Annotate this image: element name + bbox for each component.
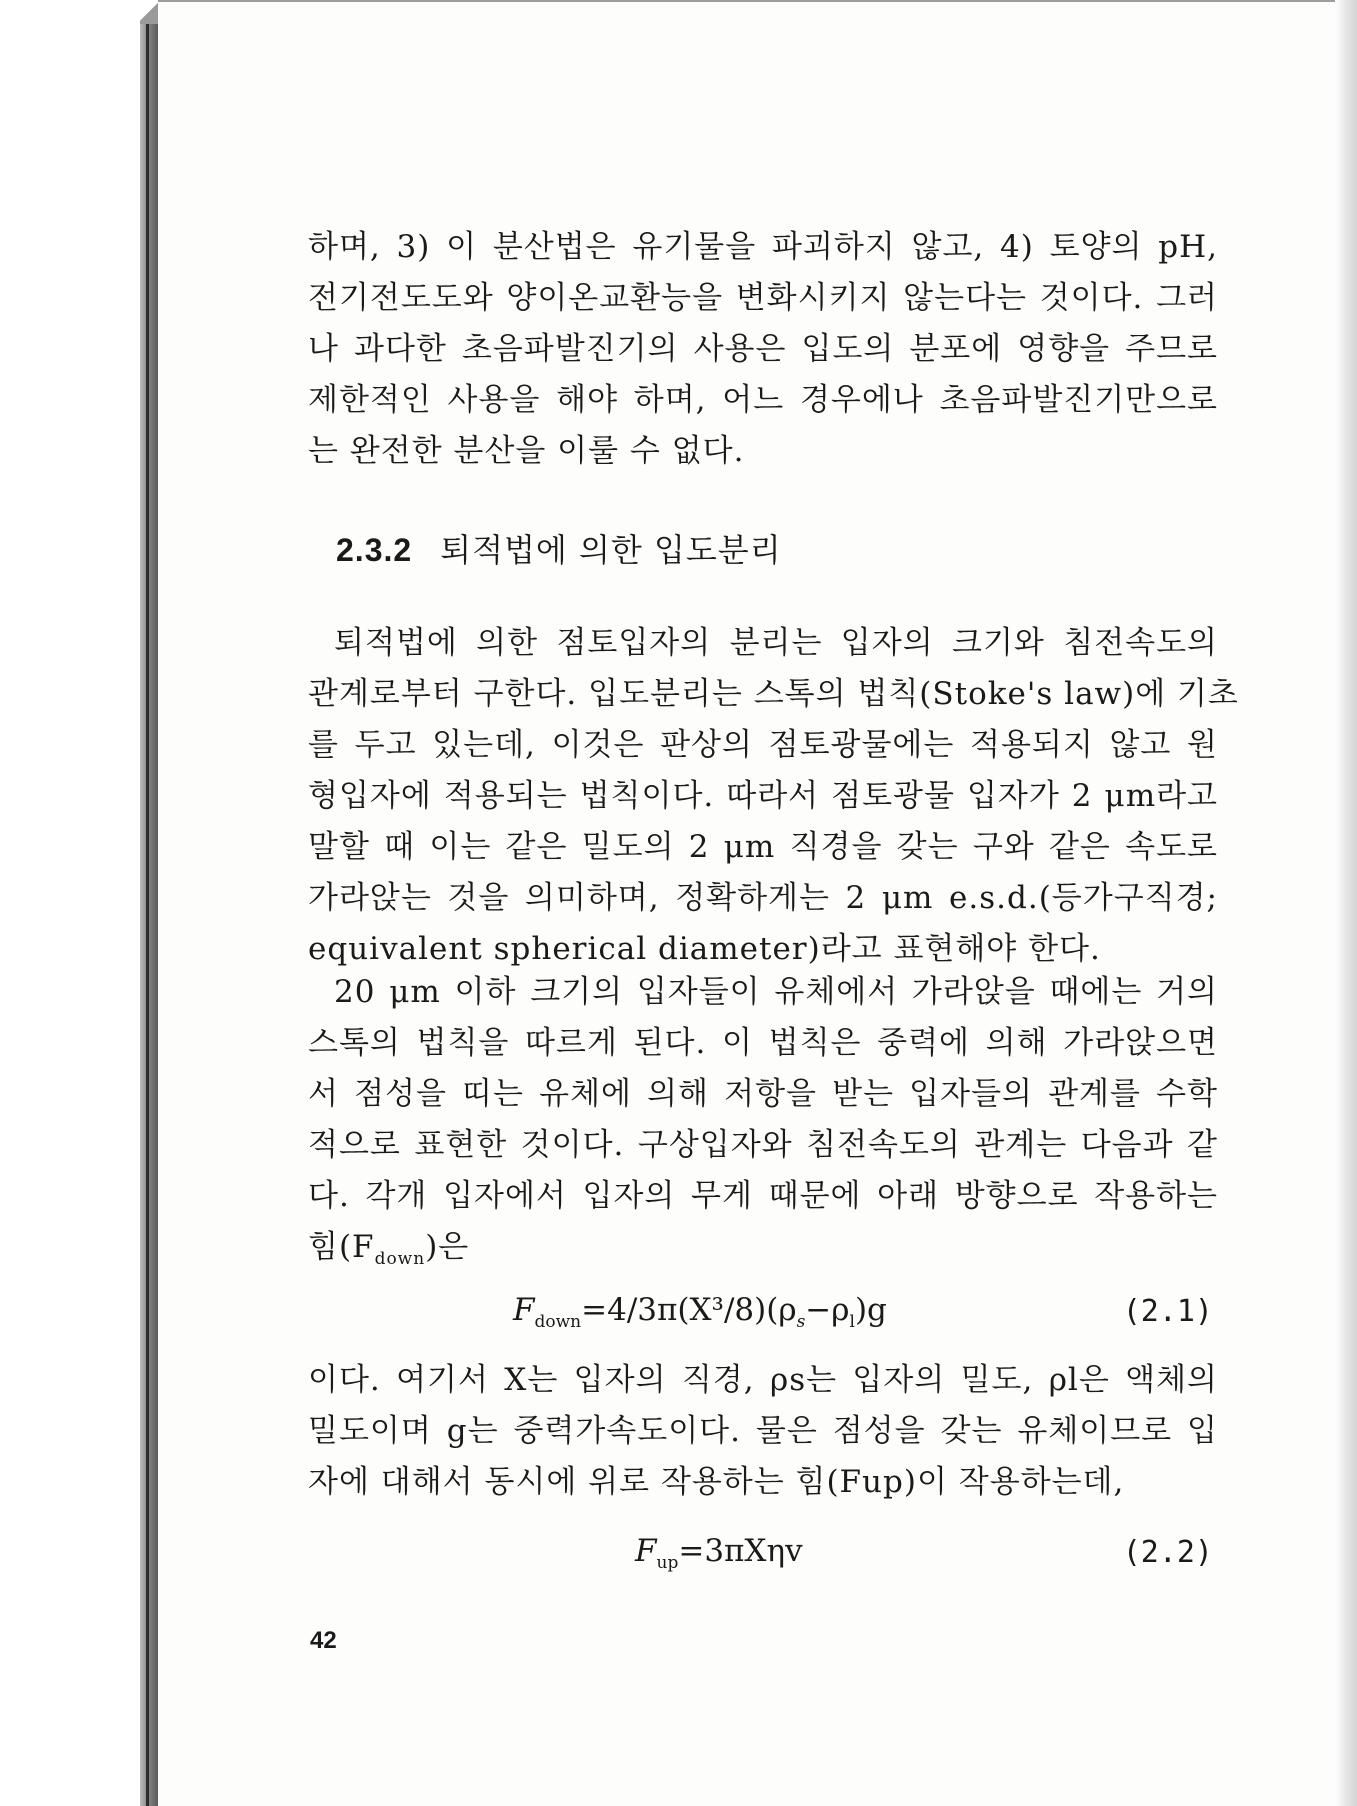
section-heading (336, 525, 782, 571)
paragraph-2-line: 를 두고 있는데, 이것은 판상의 점토광물에는 적용되지 않고 원 (308, 727, 1218, 763)
force-subscript-down: down (374, 1249, 426, 1270)
equation-2-rhs: =3πXηv (678, 1533, 803, 1569)
equation-2-label: (2.2) (1122, 1535, 1213, 1570)
paragraph-1 (308, 222, 1218, 477)
equation-1-label: (2.1) (1122, 1294, 1213, 1329)
paragraph-3-line-force (308, 1222, 1218, 1273)
paragraph-4 (308, 1355, 1218, 1508)
equation-2-1 (513, 1292, 887, 1332)
equation-2-2 (635, 1533, 803, 1573)
paragraph-1-line: 나 과다한 초음파발진기의 사용은 입도의 분포에 영향을 주므로 (308, 331, 1218, 367)
page-number: 42 (310, 1627, 337, 1654)
force-text-start: 힘(F (308, 1229, 375, 1265)
paragraph-4-line: 이다. 여기서 X는 입자의 직경, ρs는 입자의 밀도, ρl은 액체의 (308, 1362, 1218, 1398)
paragraph-1-line: 하며, 3) 이 분산법은 유기물을 파괴하지 않고, 4) 토양의 pH, (308, 229, 1218, 265)
paragraph-3-line: 적으로 표현한 것이다. 구상입자와 침전속도의 관계는 다음과 같 (308, 1127, 1218, 1163)
book-spine (0, 0, 158, 1806)
book-page (158, 0, 1335, 1806)
equation-1-minus-rho: −ρ (805, 1292, 850, 1328)
paragraph-1-line: 제한적인 사용을 해야 하며, 어느 경우에나 초음파발진기만으로 (308, 382, 1218, 418)
section-number: 2.3.2 (336, 532, 413, 568)
page-right-shadow (1335, 0, 1357, 1806)
page-top-border (158, 0, 1335, 2)
equation-1-rho-s-subscript: s (796, 1312, 806, 1333)
equation-2-lhs-subscript: up (656, 1553, 679, 1574)
equation-1-rhs: =4/3π(X³/8)(ρ (581, 1292, 797, 1328)
paragraph-2-line: 형입자에 적용되는 법칙이다. 따라서 점토광물 입자가 2 μm라고 (308, 778, 1218, 814)
equation-1-tail: )g (854, 1292, 887, 1328)
paragraph-2-line: 말할 때 이는 같은 밀도의 2 μm 직경을 갖는 구와 같은 속도로 (308, 829, 1218, 865)
force-text-end: )은 (425, 1229, 470, 1265)
paragraph-2-line: 가라앉는 것을 의미하며, 정확하게는 2 μm e.s.d.(등가구직경; (308, 880, 1218, 916)
section-title: 퇴적법에 의한 입도분리 (440, 531, 782, 569)
paragraph-3-line: 20 μm 이하 크기의 입자들이 유체에서 가라앉을 때에는 거의 (334, 974, 1218, 1010)
equation-1-lhs: F (513, 1292, 535, 1328)
paragraph-4-line: 밀도이며 g는 중력가속도이다. 물은 점성을 갖는 유체이므로 입 (308, 1413, 1218, 1449)
spine-edge-line (146, 0, 149, 1806)
paragraph-3-line: 스톡의 법칙을 따르게 된다. 이 법칙은 중력에 의해 가라앉으면 (308, 1025, 1218, 1061)
paragraph-1-line: 는 완전한 분산을 이룰 수 없다. (308, 433, 745, 469)
paragraph-4-line: 자에 대해서 동시에 위로 작용하는 힘(Fup)이 작용하는데, (308, 1464, 1125, 1500)
equation-2-lhs: F (635, 1533, 657, 1569)
paragraph-3-line: 서 점성을 띠는 유체에 의해 저항을 받는 입자들의 관계를 수학 (308, 1076, 1218, 1112)
paragraph-2 (308, 618, 1239, 975)
spine-shadow (140, 0, 158, 1806)
page-corner (140, 0, 158, 24)
paragraph-1-line: 전기전도도와 양이온교환능을 변화시키지 않는다는 것이다. 그러 (308, 280, 1218, 316)
equation-1-rho-l-subscript: l (849, 1312, 855, 1333)
paragraph-2-line: 퇴적법에 의한 점토입자의 분리는 입자의 크기와 침전속도의 (334, 625, 1218, 661)
paragraph-3-line: 다. 각개 입자에서 입자의 무게 때문에 아래 방향으로 작용하는 (308, 1178, 1218, 1214)
equation-1-lhs-subscript: down (534, 1312, 582, 1333)
paragraph-2-line: 관계로부터 구한다. 입도분리는 스톡의 법칙(Stoke's law)에 기초 (308, 676, 1239, 712)
paragraph-2-line: equivalent spherical diameter)라고 표현해야 한다. (308, 931, 1101, 967)
paragraph-3 (308, 967, 1218, 1273)
